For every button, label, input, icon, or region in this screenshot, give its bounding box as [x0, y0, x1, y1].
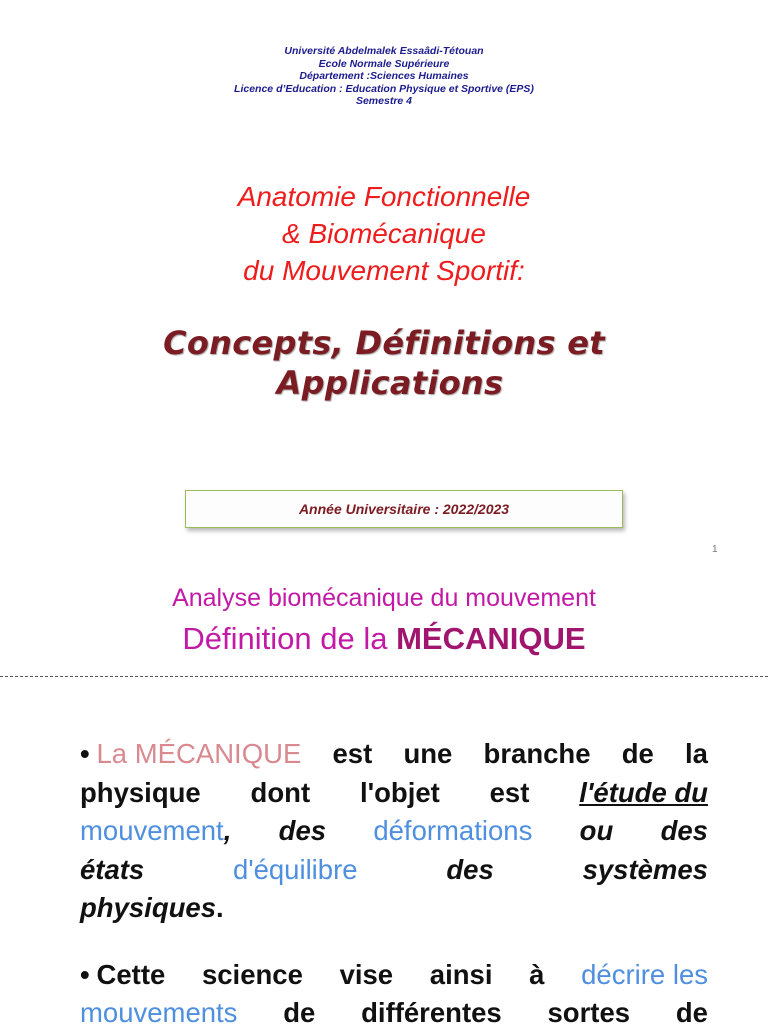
school-name: Ecole Normale Supérieure — [318, 57, 450, 70]
word: l'objet — [359, 776, 440, 808]
word: est — [489, 776, 530, 808]
word: des — [660, 815, 708, 846]
period: . — [216, 892, 224, 923]
word: systèmes — [582, 853, 708, 885]
course-title-line-1: Anatomie Fonctionnelle — [237, 181, 531, 212]
word: physique — [80, 776, 201, 808]
word: branche — [483, 738, 591, 769]
institution-header — [0, 45, 768, 108]
word: ou — [579, 815, 614, 846]
bullet-1-line-2 — [80, 774, 708, 813]
bullet-1-line-4 — [80, 851, 708, 890]
page-divider — [0, 676, 768, 677]
academic-year-box — [185, 490, 623, 528]
course-subtitle — [0, 323, 768, 403]
semester-label: Semestre 4 — [355, 95, 413, 107]
department-name: Département :Sciences Humaines — [299, 70, 469, 82]
course-title-line-2: & Biomécanique — [282, 218, 486, 249]
bullet-2 — [80, 956, 708, 1033]
word: à — [529, 958, 545, 990]
bullet-1-lead — [80, 735, 301, 774]
licence-name: Licence d’Education : Education Physique et Sportive (EPS) — [234, 82, 534, 95]
word: des — [446, 853, 494, 885]
slide-title-2 — [0, 620, 768, 658]
bullet-2-line-1 — [80, 956, 708, 995]
mecanique-term: La MÉCANIQUE — [96, 738, 302, 769]
word: de — [621, 738, 654, 769]
word: science — [201, 958, 303, 990]
mouvements-term: mouvements — [80, 997, 238, 1028]
deformations-term: déformations — [373, 815, 533, 846]
word: Cette — [96, 958, 166, 990]
word: différentes — [361, 997, 502, 1028]
comma: , — [223, 815, 232, 846]
course-title-line-3: du Mouvement Sportif: — [243, 255, 525, 286]
word: une — [403, 738, 453, 769]
word: la — [685, 738, 708, 769]
bullet-marker: • — [80, 738, 90, 769]
word: états — [80, 853, 145, 885]
decrire-term: décrire les — [581, 958, 708, 990]
slide-title-1: Analyse biomécanique du mouvement — [172, 584, 596, 612]
word: physiques — [80, 892, 217, 923]
word: dont — [250, 776, 311, 808]
word: ainsi — [429, 958, 493, 990]
etude-term: l'étude du — [579, 776, 708, 808]
mouvement-term: mouvement — [80, 815, 224, 846]
academic-year-label: Année Universitaire : 2022/2023 — [298, 501, 510, 517]
course-subtitle-line-1: Concepts, Définitions et — [163, 324, 605, 362]
mouvement-group — [80, 812, 231, 851]
bullet-2-line-2 — [80, 994, 708, 1033]
word: des — [278, 815, 327, 846]
slide-title-2-prefix: Définition de la — [182, 621, 397, 656]
definition-text — [80, 735, 708, 1033]
bullet-1 — [80, 735, 708, 928]
university-name: Université Abdelmalek Essaâdi-Tétouan — [284, 45, 484, 57]
word: vise — [339, 958, 394, 990]
bullet-marker: • — [80, 958, 90, 990]
word: sortes — [547, 997, 631, 1028]
word: de — [283, 997, 316, 1028]
bullet-1-line-5 — [80, 889, 708, 928]
course-title — [0, 178, 768, 289]
equilibre-term: d'équilibre — [233, 853, 358, 885]
bullet-2-lead — [80, 956, 165, 995]
page-number: 1 — [712, 544, 718, 555]
word: de — [675, 997, 708, 1028]
bullet-1-line-1 — [80, 735, 708, 774]
slide-title-2-highlight: MÉCANIQUE — [396, 621, 586, 656]
word: est — [332, 738, 373, 769]
bullet-1-line-3 — [80, 812, 708, 851]
course-subtitle-line-2: Applications — [276, 364, 504, 402]
